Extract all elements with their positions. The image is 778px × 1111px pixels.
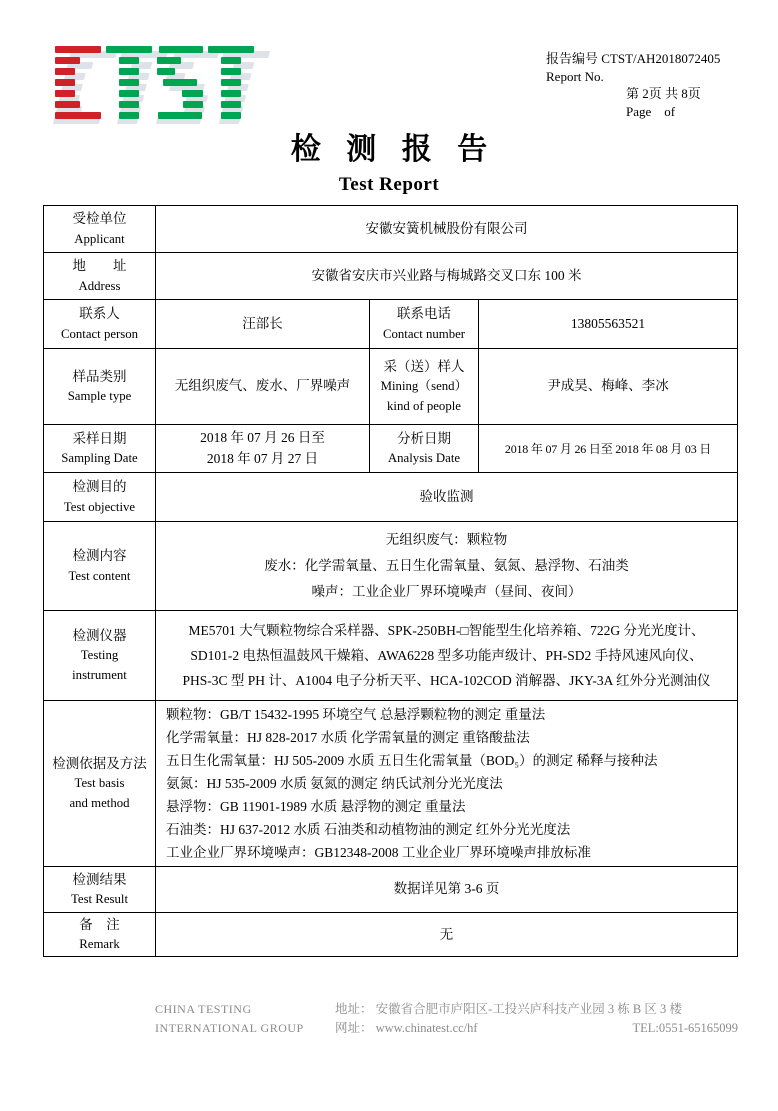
footer-address: 地址： 安徽省合肥市庐阳区-工投兴庐科技产业园 3 栋 B 区 3 楼 (335, 1002, 682, 1016)
footer-website: 网址： www.chinatest.cc/hf (335, 1021, 478, 1035)
footer-company (155, 1000, 304, 1038)
row-contact (44, 300, 738, 349)
row-result (44, 867, 738, 913)
content-label-cell: 检测内容 Test content (44, 522, 156, 611)
page-title-en: Test Report (338, 174, 440, 195)
row-dates (44, 425, 738, 473)
basis-value-cell: 颗粒物：GB/T 15432-1995 环境空气 总悬浮颗粒物的测定 重量法 化学需氧量：HJ 828-2017 水质 化学需氧量的测定 重铬酸盐法 五日生化需氧量：HJ 505-2009 水质 五日生化需氧量（BOD₅）的测定 稀释与接种法 氨氮：HJ 535-2009 水质 氨氮的测定 纳氏试剂分光光度法 悬浮物：GB 11901-1989 水质 悬浮物的测定 重量法 石油类：HJ 637-2012 水质 石油类和动植物油的测定 红外分光光度法 工业企业厂界环境噪声：GB12348-2008 工业企业厂界环境噪声排放标准 (156, 701, 738, 867)
phone-label-cell: 联系电话 Contact number (370, 300, 479, 349)
row-instrument (44, 611, 738, 701)
contact-value-cell: 汪部长 (156, 300, 370, 349)
sample-value-cell: 无组织废气、废水、厂界噪声 (156, 349, 370, 425)
page-indicator: 第 2页 共 8页 (626, 86, 701, 101)
report-number: 报告编号 CTST/AH2018072405 (546, 51, 721, 66)
row-basis (44, 701, 738, 867)
sampler-value-cell: 尹成昊、梅峰、李冰 (479, 349, 738, 425)
remark-value-cell: 无 (156, 913, 738, 957)
page-indicator-en: Page of (626, 103, 676, 119)
page-title: 检 测 报 告 (290, 133, 497, 166)
applicant-label-cell: 受检单位 Applicant (44, 206, 156, 253)
result-label-cell: 检测结果 Test Result (44, 867, 156, 913)
row-content (44, 522, 738, 611)
sample-label-cell: 样品类别 Sample type (44, 349, 156, 425)
result-value-cell: 数据详见第 3-6 页 (156, 867, 738, 913)
footer-company-line2: INTERNATIONAL GROUP (155, 1021, 304, 1035)
row-objective (44, 473, 738, 522)
analysis-date-label-cell: 分析日期 Analysis Date (370, 425, 479, 473)
sampling-date-value-cell: 2018 年 07 月 26 日至 2018 年 07 月 27 日 (156, 425, 370, 473)
row-remark (44, 913, 738, 957)
sampler-label-cell: 采（送）样人 Mining（send） kind of people (370, 349, 479, 425)
instrument-value-cell: ME5701 大气颗粒物综合采样器、SPK-250BH-□智能型生化培养箱、722G 分光光度计、 SD101-2 电热恒温鼓风干燥箱、AWA6228 型多功能声级计、PH-SD2 手持风速风向仪、 PHS-3C 型 PH 计、A1004 电子分析天平、HCA-102COD 消解器、JKY-3A 红外分光测油仪 (156, 611, 738, 701)
sampling-date-label-cell: 采样日期 Sampling Date (44, 425, 156, 473)
row-applicant (44, 206, 738, 253)
objective-label-cell: 检测目的 Test objective (44, 473, 156, 522)
contact-label-cell: 联系人 Contact person (44, 300, 156, 349)
footer-info (335, 1000, 738, 1038)
address-value-cell: 安徽省安庆市兴业路与梅城路交叉口东 100 米 (156, 253, 738, 300)
report-table (43, 205, 738, 957)
instrument-label-cell: 检测仪器 Testing instrument (44, 611, 156, 701)
row-sample (44, 349, 738, 425)
footer-tel: TEL:0551-65165099 (632, 1021, 738, 1035)
footer-company-line1: CHINA TESTING (155, 1002, 252, 1016)
analysis-date-value-cell: 2018 年 07 月 26 日至 2018 年 08 月 03 日 (479, 425, 738, 473)
applicant-value-cell: 安徽安簧机械股份有限公司 (156, 206, 738, 253)
phone-value-cell: 13805563521 (479, 300, 738, 349)
objective-value-cell: 验收监测 (156, 473, 738, 522)
ctst-logo (55, 46, 260, 120)
address-label-cell: 地 址 Address (44, 253, 156, 300)
row-address (44, 253, 738, 300)
report-number-en: Report No. (546, 68, 604, 84)
ctst-logo-letters-icon (55, 46, 254, 119)
report-meta (546, 50, 720, 120)
content-value-cell: 无组织废气：颗粒物 废水：化学需氧量、五日生化需氧量、氨氮、悬浮物、石油类 噪声：工业企业厂界环境噪声（昼间、夜间） (156, 522, 738, 611)
remark-label-cell: 备 注 Remark (44, 913, 156, 957)
basis-label-cell: 检测依据及方法 Test basis and method (44, 701, 156, 867)
